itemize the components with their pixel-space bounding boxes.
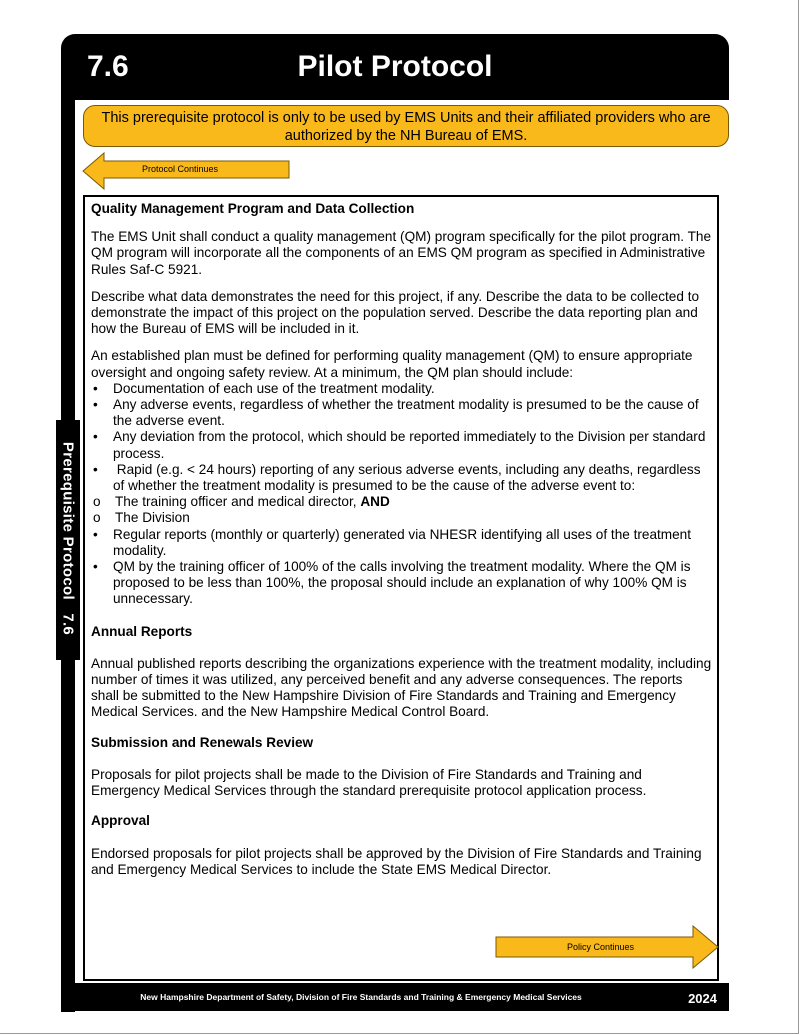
annual-reports-heading: Annual Reports — [91, 623, 193, 639]
bullet-icon: • — [93, 461, 98, 477]
list-item: • Regular reports (monthly or quarterly) generated via NHESR identifying all uses of the treatment modality. — [93, 526, 692, 558]
bullet-icon: • — [93, 380, 98, 396]
footer-year: 2024 — [688, 991, 717, 1006]
circle-bullet-icon: o — [93, 494, 101, 510]
bullet-icon: • — [93, 526, 98, 542]
approval-heading: Approval — [91, 813, 150, 829]
annual-reports-paragraph: Annual published reports describing the organizations experience with the treatment modality, including number of times it was utilized, any perceived benefit and any adverse consequences. The reports shall be submitted to the New Hampshire Division of Fire Standards and Training and Emergency Medical Services. and the New Hampshire Medical Control Board. — [91, 655, 712, 720]
content-box — [83, 195, 719, 981]
approval-paragraph: Endorsed proposals for pilot projects shall be approved by the Division of Fire Standards and Training and Emergency Medical Services to include the State EMS Medical Director. — [91, 845, 702, 877]
page-footer — [61, 983, 729, 1011]
submission-heading: Submission and Renewals Review — [91, 734, 314, 750]
list-item: • Rapid (e.g. < 24 hours) reporting of any serious adverse events, including any deaths, regardless of whether the treatment modality is presumed to be the cause of the adverse event to: o The training officer and medical director, AND o The Division — [91, 462, 713, 527]
sub-list-item: o The Division — [93, 510, 190, 526]
protocol-continues-arrow[interactable] — [82, 152, 290, 190]
circle-bullet-icon: o — [93, 510, 101, 526]
submission-paragraph: Proposals for pilot projects shall be made to the Division of Fire Standards and Training and Emergency Medical Services through the standard prerequisite protocol application process. — [91, 766, 647, 799]
authorization-banner: This prerequisite protocol is only to be used by EMS Units and their affiliated providers who are authorized by the NH Bureau of EMS. — [83, 105, 729, 147]
qm-paragraph-2: Describe what data demonstrates the need for this project, if any. Describe the data to be collected to demonstrate the impact of this project on the population served. Describe the data reporting plan and how the Bureau of EMS will be included in it. — [91, 288, 700, 337]
bullet-icon: • — [93, 397, 98, 413]
list-item: • Any adverse events, regardless of whether the treatment modality is presumed to be the cause of the adverse event. — [93, 397, 699, 429]
footer-department: New Hampshire Department of Safety, Division of Fire Standards and Training & Emergency Medical Services — [140, 992, 582, 1002]
qm-paragraph-3: An established plan must be defined for performing quality management (QM) to ensure appropriate oversight and ongoing safety review. At a minimum, the QM plan should include: — [91, 348, 693, 380]
qm-paragraph-1: The EMS Unit shall conduct a quality management (QM) program specifically for the pilot program. The QM program will incorporate all the components of an EMS QM program as specified in Administrative Rules Saf-C 5921. — [91, 229, 712, 277]
side-label: Prerequisite Protocol 7.6 — [59, 441, 77, 636]
list-item: • Any deviation from the protocol, which should be reported immediately to the Division per standard process. — [93, 429, 706, 461]
protocol-continues-label: Protocol Continues — [142, 164, 219, 174]
qm-heading: Quality Management Program and Data Collection — [91, 201, 415, 216]
page-header — [61, 34, 729, 100]
policy-continues-label: Policy Continues — [567, 942, 635, 952]
page-title: Pilot Protocol — [297, 50, 493, 83]
policy-continues-arrow[interactable] — [495, 925, 719, 969]
list-item: • Documentation of each use of the treatment modality. — [93, 380, 435, 396]
sub-list-item: o The training officer and medical director, AND — [93, 494, 390, 510]
qm-sub-list — [93, 494, 713, 526]
qm-list — [91, 381, 713, 608]
list-item: • QM by the training officer of 100% of the calls involving the treatment modality. Where the QM is proposed to be less than 100%, the proposal should include an explanation of why 100% QM is unnecessary. — [93, 559, 691, 607]
bullet-icon: • — [93, 429, 98, 445]
bullet-icon: • — [93, 559, 98, 575]
protocol-number: 7.6 — [87, 50, 129, 83]
